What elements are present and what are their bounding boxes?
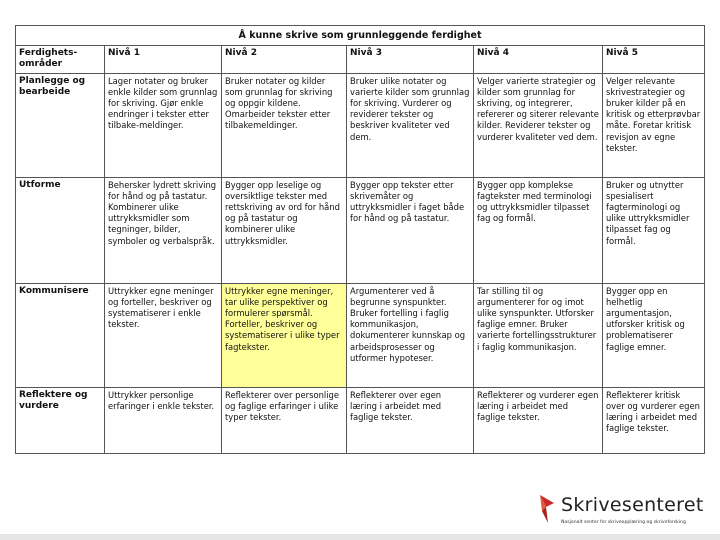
bottom-bar bbox=[0, 534, 720, 540]
header-cell: Nivå 3 bbox=[347, 46, 474, 73]
table-cell: Velger varierte strategier og kilder som grunnlag for skriving, og integrerer, refererer og siterer relevante kilder. Reviderer tekster og vurderer kvaliteter ved dem. bbox=[474, 73, 603, 177]
table-cell: Lager notater og bruker enkle kilder som grunnlag for skriving. Gjør enkle endringer i tekster etter tilbake-meldinger. bbox=[105, 73, 222, 177]
table-cell: Behersker lydrett skriving for hånd og på tastatur. Kombinerer ulike uttrykksmidler som tegninger, bilder, symboler og verbalspråk. bbox=[105, 177, 222, 283]
table-cell: Uttrykker personlige erfaringer i enkle tekster. bbox=[105, 387, 222, 453]
table-cell: Bygger opp en helhetlig argumentasjon, utforsker kritisk og problematiserer faglige emner. bbox=[603, 283, 705, 387]
table-cell: Reflekterer kritisk over og vurderer egen læring i arbeidet med faglige tekster. bbox=[603, 387, 705, 453]
logo-name: Skrivesenteret bbox=[561, 494, 704, 516]
row-header: Planlegge og bearbeide bbox=[16, 73, 105, 177]
table-cell: Reflekterer og vurderer egen læring i arbeidet med faglige tekster. bbox=[474, 387, 603, 453]
table-row bbox=[16, 283, 705, 387]
table-cell: Reflekterer over egen læring i arbeidet med faglige tekster. bbox=[347, 387, 474, 453]
table-row bbox=[16, 177, 705, 283]
table-cell-highlighted: Uttrykker egne meninger, tar ulike perspektiver og formulerer spørsmål. Forteller, beskriver og systematiserer i ulike typer fagtekster. bbox=[222, 283, 347, 387]
header-cell: Nivå 4 bbox=[474, 46, 603, 73]
skrivesenteret-logo bbox=[536, 493, 711, 533]
competence-table bbox=[15, 25, 705, 454]
table-cell: Reflekterer over personlige og faglige erfaringer i ulike typer tekster. bbox=[222, 387, 347, 453]
table-cell: Bruker notater og kilder som grunnlag for skriving og oppgir kildene. Omarbeider tekster etter tilbakemeldinger. bbox=[222, 73, 347, 177]
table-cell: Bruker og utnytter spesialisert fagterminologi og ulike uttrykksmidler tilpasset fag og formål. bbox=[603, 177, 705, 283]
table-row bbox=[16, 387, 705, 453]
competence-table-container bbox=[15, 25, 704, 454]
table-cell: Velger relevante skrivestrategier og bruker kilder på en kritisk og etterprøvbar måte. Foretar kritisk revisjon av egne tekster. bbox=[603, 73, 705, 177]
logo-tagline: Nasjonalt senter for skriveopplæring og skriveforsking bbox=[561, 520, 686, 525]
table-cell: Bygger opp tekster etter skrivemåter og uttrykksmidler i faget både for hånd og på tastatur. bbox=[347, 177, 474, 283]
table-cell: Bygger opp komplekse fagtekster med terminologi og uttrykksmidler tilpasset fag og formål. bbox=[474, 177, 603, 283]
row-header: Reflektere og vurdere bbox=[16, 387, 105, 453]
table-cell: Bygger opp leselige og oversiktlige tekster med rettskriving av ord for hånd og på tastatur og kombinerer ulike uttrykksmidler. bbox=[222, 177, 347, 283]
table-title: Å kunne skrive som grunnleggende ferdighet bbox=[16, 26, 705, 46]
table-row bbox=[16, 73, 705, 177]
table-cell: Bruker ulike notater og varierte kilder som grunnlag for skriving. Vurderer og reviderer tekster og beskriver kvaliteter ved dem. bbox=[347, 73, 474, 177]
row-header: Utforme bbox=[16, 177, 105, 283]
table-cell: Uttrykker egne meninger og forteller, beskriver og systematiserer i enkle tekster. bbox=[105, 283, 222, 387]
table-cell: Tar stilling til og argumenterer for og imot ulike synspunkter. Utforsker faglige emner. Bruker varierte fortellingsstrukturer i faglig kommunikasjon. bbox=[474, 283, 603, 387]
header-cell: Nivå 1 bbox=[105, 46, 222, 73]
header-cell: Ferdighets-områder bbox=[16, 46, 105, 73]
row-header: Kommunisere bbox=[16, 283, 105, 387]
header-row bbox=[16, 46, 705, 73]
header-cell: Nivå 2 bbox=[222, 46, 347, 73]
logo-flag-icon bbox=[536, 493, 558, 525]
table-cell: Argumenterer ved å begrunne synspunkter. Bruker fortelling i faglig kommunikasjon, dokumenterer kunnskap og arbeidsprosesser og utformer hypoteser. bbox=[347, 283, 474, 387]
header-cell: Nivå 5 bbox=[603, 46, 705, 73]
